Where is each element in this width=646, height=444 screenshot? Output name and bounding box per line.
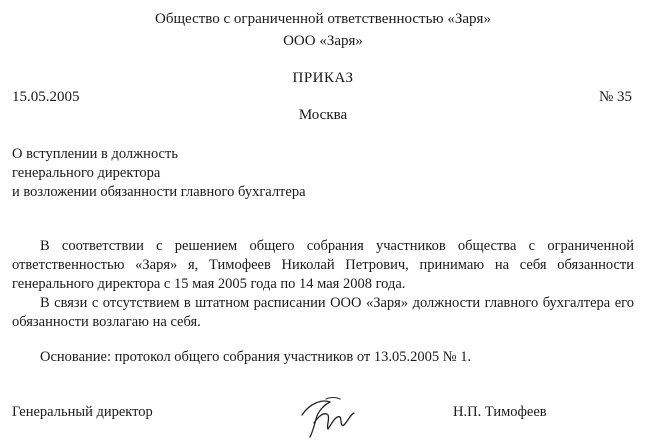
- body-paragraph: В связи с отсутствием в штатном расписании ООО «Заря» должности главного бухгалтера его обязанности возлагаю на себя.: [12, 295, 634, 330]
- subject-line: и возложении обязанности главного бухгалтера: [12, 184, 306, 200]
- document-subject: [12, 145, 306, 202]
- signatory-name: Н.П. Тимофеев: [453, 404, 547, 420]
- subject-line: генерального директора: [12, 165, 161, 181]
- document-number: № 35: [598, 89, 632, 105]
- document-body: [12, 237, 634, 332]
- subject-line: О вступлении в должность: [12, 146, 178, 162]
- document-type-title: ПРИКАЗ: [292, 70, 354, 86]
- handwritten-signature: [296, 393, 360, 439]
- organization-short-name: ООО «Заря»: [283, 33, 363, 49]
- organization-full-name: Общество с ограниченной ответственностью «Заря»: [155, 11, 491, 27]
- body-paragraph: В соответствии с решением общего собрания участников общества с ограниченной ответственностью «Заря» я, Тимофеев Николай Петрович, принимаю на себя обязанности генерального директора с 15 мая 2005 года по 14 мая 2008 года.: [12, 238, 634, 292]
- document-city: Москва: [298, 107, 348, 123]
- document-date: 15.05.2005: [12, 89, 80, 105]
- signatory-role: Генеральный директор: [12, 404, 153, 420]
- basis-reference: Основание: протокол общего собрания участников от 13.05.2005 № 1.: [40, 349, 472, 365]
